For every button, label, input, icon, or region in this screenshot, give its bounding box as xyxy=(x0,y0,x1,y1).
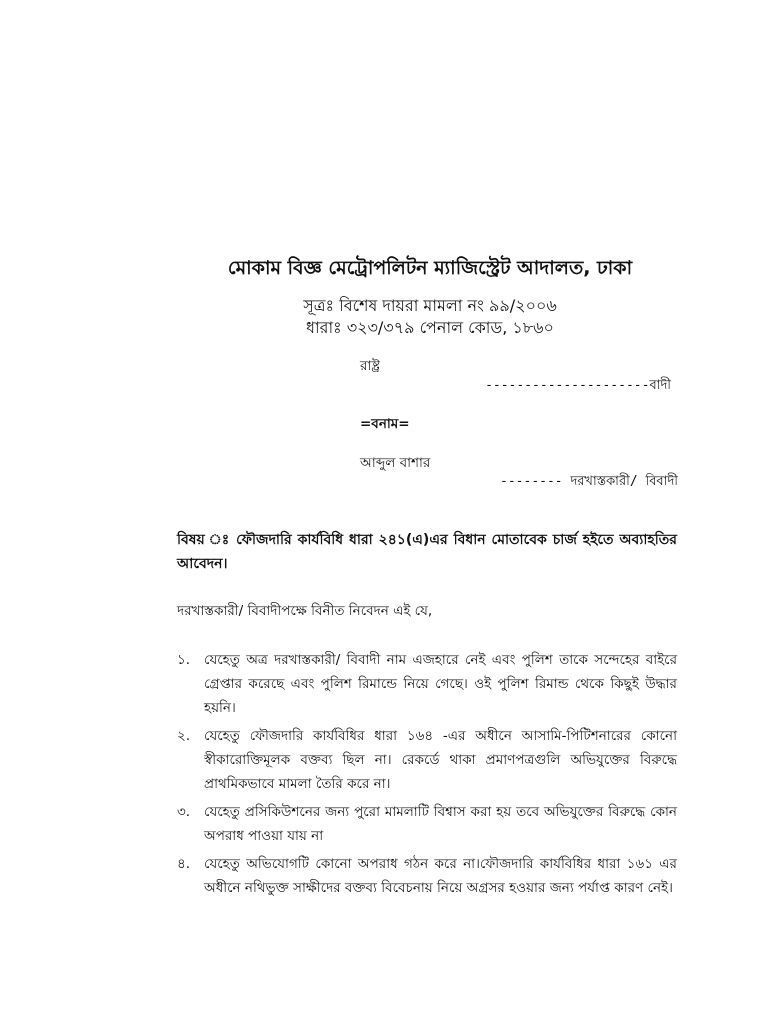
list-item xyxy=(177,724,677,796)
grounds-list xyxy=(177,648,677,904)
penal-section: ধারাঃ ৩২৩/৩৭৯ পেনাল কোড, ১৮৬০ xyxy=(306,318,554,337)
list-item xyxy=(177,648,677,720)
plaintiff-role: ---------------------বাদী xyxy=(485,378,671,393)
list-item-number: ২. xyxy=(177,728,191,744)
list-item-number: ১. xyxy=(177,652,191,668)
list-item-number: ৪. xyxy=(177,856,191,872)
state-party: রাষ্ট্র xyxy=(360,358,380,374)
court-title: মোকাম বিজ্ঞ মেট্রোপলিটন ম্যাজিস্ট্রেট আদালত, ঢাকা xyxy=(227,257,633,279)
list-item-text: যেহেতু অত্র দরখাস্তকারী/ বিবাদী নাম এজহারে নেই এবং পুলিশ তাকে সন্দেহের বাইরে গ্রেপ্তার করেছে এবং পুলিশ রিমান্ডে নিয়ে গেছে। ওই পুলিশ রিমান্ড থেকে কিছুই উদ্ধার হয়নি। xyxy=(204,652,677,716)
list-item xyxy=(177,852,677,900)
list-item-text: যেহেতু প্রসিকিউশনের জন্য পুরো মামলাটি বিশ্বাস করা হয় তবে অভিযুক্তের বিরুদ্ধে কোন অপরাধ পাওয়া যায় না xyxy=(204,804,677,844)
versus-label: =বনাম= xyxy=(360,416,410,432)
list-item-text: যেহেতু ফৌজদারি কার্যবিধির ধারা ১৬৪ -এর অধীনে আসামি-পিটিশনারের কোনো স্বীকারোক্তিমূলক বক্তব্য ছিল না। রেকর্ডে থাকা প্রমাণপত্রগুলি অভিযুক্তের বিরুদ্ধে প্রাথমিকভাবে মামলা তৈরি করে না। xyxy=(204,728,677,792)
case-reference: সূত্রঃ বিশেষ দায়রা মামলা নং ৯৯/২০০৬ xyxy=(303,296,557,315)
list-item-text: যেহেতু অভিযোগটি কোনো অপরাধ গঠন করে না।ফৌজদারি কার্যবিধির ধারা ১৬১ এর অধীনে নথিভুক্ত সাক্ষীদের বক্তব্য বিবেচনায় নিয়ে অগ্রসর হওয়ার জন্য পর্যাপ্ত কারণ নেই। xyxy=(204,856,677,896)
intro-text: দরখাস্তকারী/ বিবাদীপক্ষে বিনীত নিবেদন এই যে, xyxy=(177,603,433,619)
subject-line: বিষয় ঃ ফৌজদারি কার্যবিধি ধারা ২৪১(এ)এর বিধান মোতাবেক চার্জ হইতে অব্যাহতির আবেদন। xyxy=(177,532,677,572)
list-item xyxy=(177,800,677,848)
accused-name: আব্দুল বাশার xyxy=(360,455,431,471)
list-item-number: ৩. xyxy=(177,804,191,820)
applicant-role: -------- দরখাস্তকারী/ বিবাদী xyxy=(500,474,678,489)
